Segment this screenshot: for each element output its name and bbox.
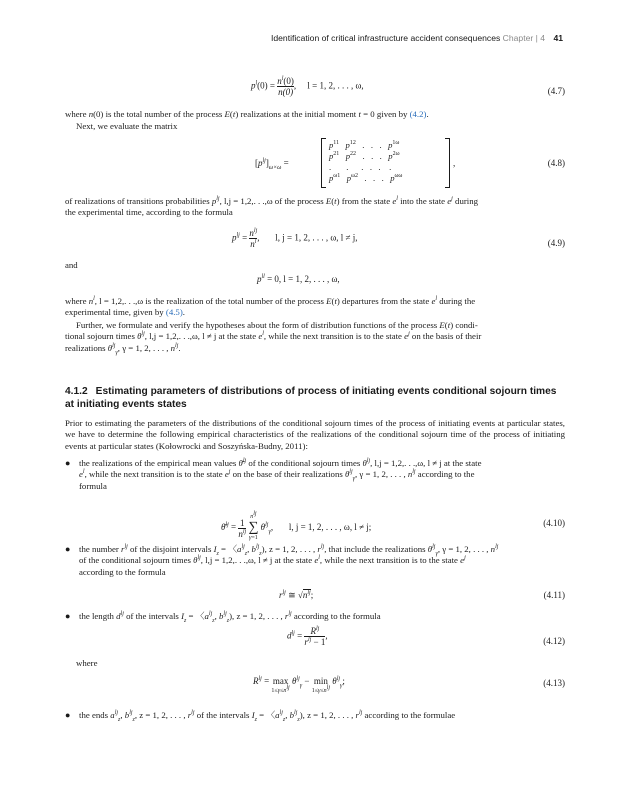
equation-4-13: $R^{lj}$ = max $1\le\gamma\le n^{lj}$ $\theta^{lj}_\gamma$ − min $1\le\gamma\le n^{lj}$ $\theta^{lj}_\gamma$; (4.13) (253, 676, 565, 694)
running-head (271, 33, 563, 43)
bullet-icon: ● (65, 458, 71, 468)
bullet-item-2: ● the number $r^{lj}$ of the disjoint intervals $I_z$ = 〈$a^{lj}_z$, $b^{lj}_z$), z = 1, 2, . . . , $r^{lj}$, that include the realizations $\theta^{lj}_\gamma$, γ = 1, 2, . . . , $n^{lj}$ of the conditional sojourn times $\theta^{lj}$, l,j = 1,2,. . .,ω, l ≠ j at the state $e^l$, while the next transition is to the state $e^j$ according to the formula (65, 544, 499, 577)
eq-number: (4.12) (543, 636, 565, 646)
paragraph-3: of realizations of transitions probabilities $p^{lj}$, l,j = 1,2,. . .,ω of the process E(t) from the state $e^l$ into the state $e^j$ during the experimental time, according to the formula (65, 196, 479, 218)
equation-4-11: $r^{lj}$ ≅ $√n^{lj}$; (4.11) (279, 590, 565, 600)
paragraph-1: where n(0) is the total number of the process E(t) realizations at the initial moment t = 0 given by (4.2). (65, 109, 429, 119)
eq-number: (4.10) (543, 518, 565, 528)
bullet-icon: ● (65, 710, 71, 720)
equation-4-8: $[p^{lj}]_{\omega\times\omega}$ = $p^{11}$ $p^{12}$ . . . $p^{1\omega}$ $p^{21}$ $p^{22}$ . . . $p^{2\omega}$ . . . . . . $p^{\omega 1}$ $p^{\omega 2}$ . . . $p^{\omega\omega}$ , (4.8) (65, 136, 565, 192)
paragraph-4: where $n^l$, l = 1,2,. . .,ω is the realization of the total number of the process E(t) departures from the state $e^l$ during the experimental time, given by (4.5). (65, 296, 476, 318)
bullet-icon: ● (65, 544, 71, 554)
eq-number: (4.7) (547, 86, 565, 96)
eq-number: (4.8) (547, 158, 565, 168)
eq-number: (4.13) (543, 678, 565, 688)
equation-4-12: $d^{lj}$ = $\frac{R^{lj}}{r^{lj} - 1}$ , (4.12) (287, 626, 565, 647)
bullet-item-1: ● the realizations of the empirical mean values θ̄$^{lj}$ of the conditional sojourn times $\theta^{lj}$, l,j = 1,2,. . .,ω, l ≠ j at the state $e^l$, while the next transition is to the state $e^j$ on the base of their realizations $\theta^{lj}_\gamma$, γ = 1, 2, . . . , $n^{lj}$ according to the formula (65, 458, 482, 491)
section-title-cont: at initiating events states (65, 398, 187, 410)
and-word: and (65, 260, 78, 270)
bullet-item-3: ● the length $d^{lj}$ of the intervals $I_z$ = 〈$a^{lj}_z$, $b^{lj}_z$), z = 1, 2, . . . , $r^{lj}$ according to the formula (65, 611, 381, 624)
where-word: where (76, 658, 98, 668)
section-heading (65, 386, 565, 411)
bullet-icon: ● (65, 611, 71, 621)
paragraph-5: Further, we formulate and verify the hypotheses about the form of distribution functions of the process E(t) condi- tional sojourn times $\theta^{lj}$, l,j = 1,2,. . .,ω, l ≠ j at the state $e^l$, while the next transition is to the state $e^j$ on the basis of their realizations $\theta^{lj}_\gamma$, γ = 1, 2, . . . , $n^{lj}$. (65, 320, 482, 356)
paragraph-6: Prior to estimating the parameters of the distributions of the conditional sojourn times of the process of initiating events at particular states, we have to determine the following empirical characteristics of the realizations of the conditional sojourn time of the process of initiating events at particular states (Kołowrocki and Soszyńska-Budny, 2011): (65, 418, 565, 451)
ref-link-4-2[interactable]: (4.2) (409, 109, 427, 119)
section-number: 4.1.2 (65, 386, 88, 397)
section-title: Estimating parameters of distributions of process of initiating events conditional sojourn times (95, 386, 557, 397)
paragraph-2: Next, we evaluate the matrix (76, 121, 178, 131)
ref-link-4-5[interactable]: (4.5) (165, 307, 183, 318)
eq-number: (4.11) (543, 590, 565, 600)
bullet-item-4: ● the ends $a^{lj}_z$, $b^{lj}_z$, z = 1, 2, . . . , $r^{lj}$ of the intervals $I_z$ = 〈$a^{lj}_z$, $b^{lj}_z$), z = 1, 2, . . . , $r^{lj}$ according to the formulae (65, 710, 456, 723)
chapter-label: Chapter | 4 (502, 33, 546, 43)
equation-pll: $p^{ll} = 0$, l = 1, 2, . . . , ω, (257, 274, 340, 284)
page-number: 41 (553, 33, 563, 43)
eq-number: (4.9) (547, 238, 565, 248)
equation-4-7: $p^l(0)$ = $\frac{n^l(0)}{n(0)}$ , l = 1, 2, . . . , ω, (4.7) (251, 76, 565, 97)
equation-4-10: θ̄$^{lj}$ = $\frac{1}{n^{lj}}$ $n^{lj}$ ∑ γ=1 $\theta^{lj}_\gamma$, l, j = 1, 2, . . . , ω, l ≠ j; (4.10) (221, 511, 565, 541)
equation-4-9: $p^{lj}$ = $\frac{n^{lj}}{n^l}$ , l, j = 1, 2, . . . , ω, l ≠ j, (4.9) (232, 228, 565, 249)
running-title: Identification of critical infrastructure accident consequences (270, 33, 501, 43)
